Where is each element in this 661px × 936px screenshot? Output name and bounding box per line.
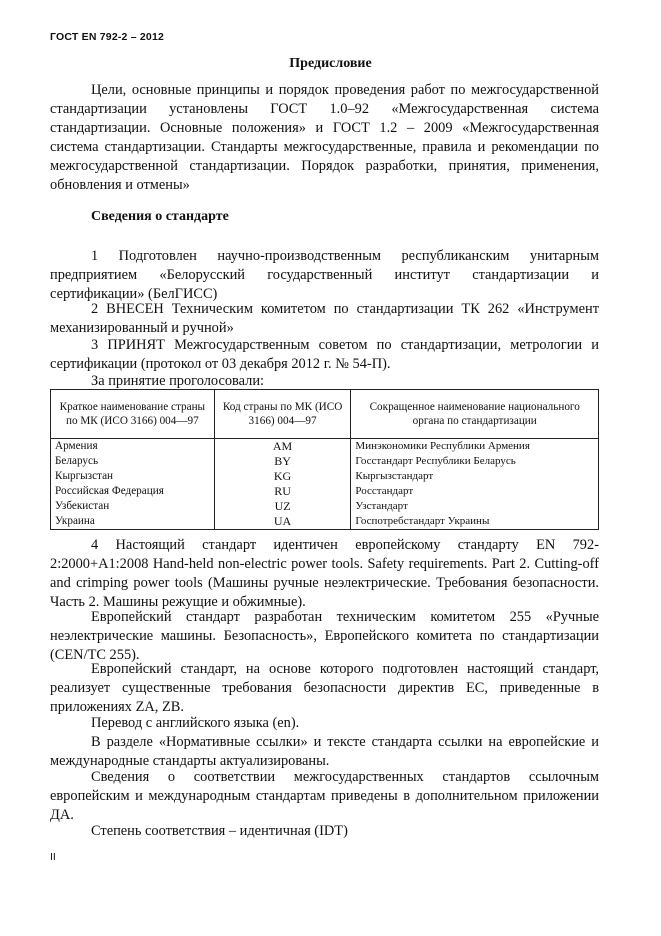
country-code-cell: KG — [214, 469, 351, 484]
translation-paragraph: Перевод с английского языка (en). — [91, 715, 300, 731]
national-body-cell: Госпотребстандарт Украины — [351, 514, 599, 530]
country-cell: Российская Федерация — [51, 484, 215, 499]
header-country: Краткое наименование страны по МК (ИСО 3166) 004—97 — [51, 390, 215, 439]
degree-paragraph: Степень соответствия – идентичная (IDT) — [91, 823, 348, 839]
item-3-paragraph: 3 ПРИНЯТ Межгосударственным советом по стандартизации, метрологии и сертификации (протокол от 03 декабря 2012 г. № 54-П). — [50, 337, 599, 372]
national-body-cell: Узстандарт — [351, 499, 599, 514]
section-title: Сведения о стандарте — [91, 209, 229, 224]
country-cell: Армения — [51, 439, 215, 455]
country-code-cell: UA — [214, 514, 351, 530]
table-row — [51, 439, 599, 455]
compliance-paragraph: Сведения о соответствии межгосударственных стандартов ссылочным европейским и международным стандартам приведены в дополнительном приложении ДА. — [50, 769, 599, 823]
national-body-cell: Росстандарт — [351, 484, 599, 499]
country-code-cell: BY — [214, 454, 351, 469]
document-code-header: ГОСТ EN 792-2 – 2012 — [50, 31, 165, 43]
table-row — [51, 514, 599, 530]
table-header-row — [51, 390, 599, 439]
country-code-cell: UZ — [214, 499, 351, 514]
developed-by-paragraph: Европейский стандарт разработан техническим комитетом 255 «Ручные неэлектрические машины. Безопасность», Европейского комитета по стандартизации (CEN/TC 255). — [50, 609, 599, 663]
table-row — [51, 469, 599, 484]
country-code-cell: RU — [214, 484, 351, 499]
intro-paragraph: Цели, основные принципы и порядок проведения работ по межгосударственной стандартизации установлены ГОСТ 1.0–92 «Межгосударственная система стандартизации. Основные положения» и ГОСТ 1.2 – 2009 «Межгосударственная система стандартизации. Стандарты межгосударственные, правила и рекомендации по межгосударственной стандартизации. Порядок разработки, принятия, применения, обновления и отмены» — [50, 82, 599, 193]
country-cell: Узбекистан — [51, 499, 215, 514]
national-body-cell: Кыргызстандарт — [351, 469, 599, 484]
country-cell: Беларусь — [51, 454, 215, 469]
national-body-cell: Госстандарт Республики Беларусь — [351, 454, 599, 469]
table-row — [51, 484, 599, 499]
national-body-cell: Минэкономики Республики Армения — [351, 439, 599, 455]
header-national-body: Сокращенное наименование национального органа по стандартизации — [351, 390, 599, 439]
country-cell: Кыргызстан — [51, 469, 215, 484]
page-number: II — [50, 851, 56, 863]
item-2-paragraph: 2 ВНЕСЕН Техническим комитетом по стандартизации ТК 262 «Инструмент механизированный и ручной» — [50, 301, 599, 336]
vote-label: За принятие проголосовали: — [91, 373, 265, 389]
normative-refs-paragraph: В разделе «Нормативные ссылки» и тексте стандарта ссылки на европейские и международные стандарты актуализированы. — [50, 734, 599, 769]
page-title: Предисловие — [289, 56, 372, 71]
basis-paragraph: Европейский стандарт, на основе которого подготовлен настоящий стандарт, реализует существенные требования безопасности директив ЕС, приведенные в приложениях ZA, ZB. — [50, 661, 599, 715]
table-row — [51, 454, 599, 469]
country-code-cell: AM — [214, 439, 351, 455]
item-4-paragraph: 4 Настоящий стандарт идентичен европейскому стандарту EN 792-2:2000+A1:2008 Hand-held non-electric power tools. Safety requirements. Part 2. Cutting-off and crimping power tools (Машины ручные неэлектрические. Требования безопасности. Часть 2. Машины режущие и обжимные). — [50, 537, 599, 610]
item-1-paragraph: 1 Подготовлен научно-производственным республиканским унитарным предприятием «Белорусский государственный институт стандартизации и сертификации» (БелГИСС) — [50, 248, 599, 302]
table-row — [51, 499, 599, 514]
header-country-code: Код страны по МК (ИСО 3166) 004—97 — [214, 390, 351, 439]
country-cell: Украина — [51, 514, 215, 530]
voting-states-table — [50, 389, 599, 530]
